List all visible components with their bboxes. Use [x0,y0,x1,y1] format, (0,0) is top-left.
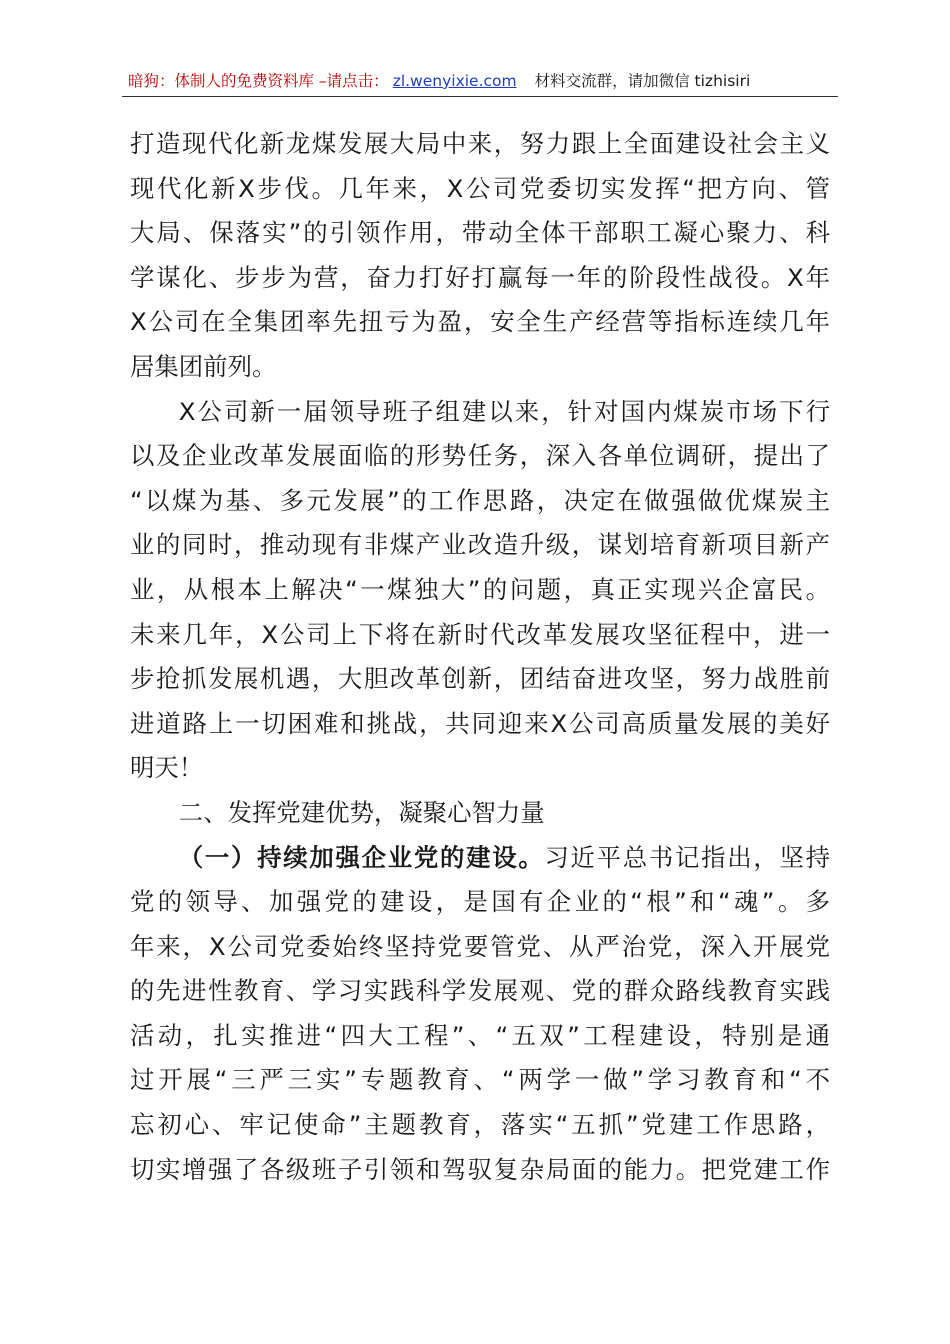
line-text: 大局、保落实”的引领作用，带动全体干部职工凝心聚力、科 [130,218,830,248]
line-text: 年来，X公司党委始终坚持党要管党、从严治党，深入开展党 [130,931,830,961]
line-text: 业，从根本上解决“一煤独大”的问题，真正实现兴企富民。 [130,574,830,604]
subheading-inline: （一）持续加强企业党的建设。 [178,842,545,872]
text-line [130,122,830,167]
line-text: 活动，扎实推进“四大工程”、“五双”工程建设，特别是通 [130,1020,830,1050]
page-header [128,70,838,92]
section-heading [130,791,830,836]
header-divider [122,96,838,97]
text-line [130,702,830,747]
text-line [130,1058,830,1103]
line-text: X公司在全集团率先扭亏为盈，安全生产经营等指标连续几年 [130,307,830,337]
line-text: 忘初心、牢记使命”主题教育，落实“五抓”党建工作思路， [130,1110,830,1140]
line-text: “以煤为基、多元发展”的工作思路，决定在做强做优煤炭主 [130,485,830,515]
text-line [130,657,830,702]
text-line [130,969,830,1014]
line-text: 步抢抓发展机遇，大胆改革创新，团结奋进攻坚，努力战胜前 [130,664,830,694]
line-text: 的先进性教育、学习实践科学发展观、党的群众路线教育实践 [130,976,830,1006]
text-line [130,1148,830,1193]
text-line [130,746,830,791]
text-line [130,925,830,970]
text-line [130,568,830,613]
line-text: 学谋化、步步为营，奋力打好打赢每一年的阶段性战役。X年 [130,262,830,292]
line-text: 现代化新X步伐。几年来，X公司党委切实发挥“把方向、管 [130,173,830,203]
line-text: 过开展“三严三实”专题教育、“两学一做”学习教育和“不 [130,1065,830,1095]
text-line [130,479,830,524]
header-link[interactable]: zl.wenyixie.com [392,72,517,90]
text-line [130,1103,830,1148]
text-line [130,345,830,390]
text-line [130,836,830,881]
line-text: 切实增强了各级班子引领和驾驭复杂局面的能力。把党建工作 [130,1154,830,1184]
line-text: 明天！ [130,753,204,783]
line-text: 以及企业改革发展面临的形势任务，深入各单位调研，提出了 [130,441,830,471]
line-text: 习近平总书记指出，坚持 [544,842,830,872]
text-line [130,880,830,925]
text-line [130,167,830,212]
line-text: X公司新一届领导班子组建以来，针对国内煤炭市场下行 [178,396,830,426]
header-contact: 材料交流群，请加微信 tizhisiri [534,72,751,90]
document-body [130,122,830,1192]
line-text: 未来几年，X公司上下将在新时代改革发展攻坚征程中，进一 [130,619,830,649]
line-text: 进道路上一切困难和挑战，共同迎来X公司高质量发展的美好 [130,708,830,738]
line-text: 二、发挥党建优势，凝聚心智力量 [178,797,545,827]
text-line [130,211,830,256]
line-text: 居集团前列。 [130,351,277,381]
text-line [130,523,830,568]
text-line [130,613,830,658]
text-line [130,300,830,345]
text-line [130,1014,830,1059]
line-text: 打造现代化新龙煤发展大局中来，努力跟上全面建设社会主义 [130,129,830,158]
text-line [130,434,830,479]
header-site-name: 暗狗：体制人的免费资料库 –请点击： [128,72,389,90]
line-text: 业的同时，推动现有非煤产业改造升级，谋划培育新项目新产 [130,530,830,560]
line-text: 党的领导、加强党的建设，是国有企业的“根”和“魂”。多 [130,887,830,917]
text-line [130,390,830,435]
text-line [130,256,830,301]
